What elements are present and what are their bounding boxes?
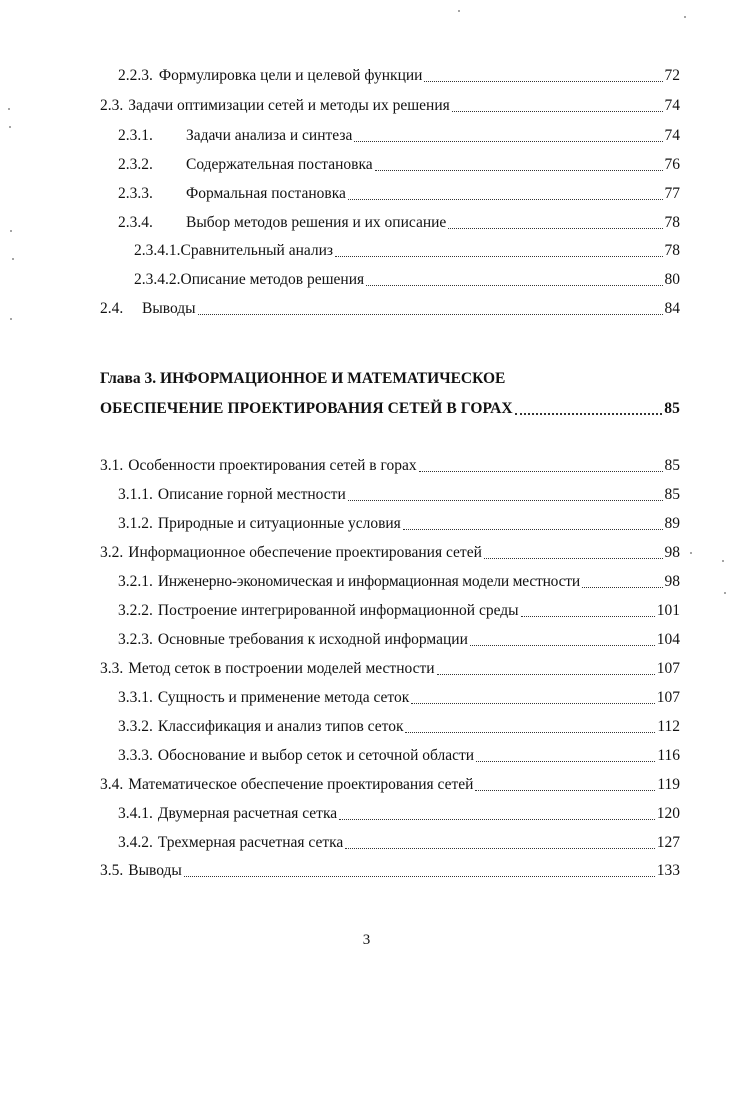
toc-entry bbox=[118, 570, 680, 594]
toc-entry-page: 107 bbox=[656, 689, 680, 706]
toc-entry-page: 98 bbox=[664, 573, 680, 590]
toc-entry-title: Формулировка цели и целевой функции bbox=[158, 67, 423, 84]
toc-entry-page: 74 bbox=[664, 97, 680, 114]
toc-entry-number: 3.3.3. bbox=[118, 747, 153, 764]
toc-entry-title: Выбор методов решения и их описание bbox=[186, 214, 447, 231]
toc-entry-number: 3.3. bbox=[100, 660, 124, 677]
toc-entry-page: 101 bbox=[656, 602, 680, 619]
scan-speck bbox=[684, 16, 686, 18]
toc-entry-title: Информационное обеспечение проектирования сетей bbox=[128, 544, 482, 561]
toc-entry-title: Основные требования к исходной информации bbox=[157, 631, 468, 648]
dot-leader bbox=[184, 876, 655, 877]
toc-entry-number: 3.4. bbox=[100, 776, 124, 793]
dot-leader bbox=[424, 81, 662, 82]
toc-entry bbox=[118, 124, 680, 148]
toc-entry-title: Классификация и анализ типов сеток bbox=[157, 718, 404, 735]
toc-entry-page: 104 bbox=[656, 631, 680, 648]
dot-leader bbox=[484, 558, 663, 559]
toc-entry-title: Трехмерная расчетная сетка bbox=[157, 834, 344, 851]
toc-entry-number: 2.3.2. bbox=[118, 156, 153, 173]
toc-entry-title: Обоснование и выбор сеток и сеточной области bbox=[157, 747, 475, 764]
dot-leader bbox=[354, 141, 662, 142]
dot-leader bbox=[470, 645, 655, 646]
toc-entry bbox=[134, 239, 680, 263]
dot-leader bbox=[366, 285, 662, 286]
toc-entry-title: Задачи анализа и синтеза bbox=[186, 127, 353, 144]
toc-entry-title: Содержательная постановка bbox=[186, 156, 373, 173]
dot-leader bbox=[452, 111, 663, 112]
dot-leader bbox=[521, 616, 655, 617]
dot-leader bbox=[582, 587, 663, 588]
toc-entry-number: 3.2.1. bbox=[118, 573, 153, 590]
toc-entry-number: 2.3.3. bbox=[118, 185, 153, 202]
toc-entry-page: 116 bbox=[657, 747, 680, 764]
toc-entry-page: 112 bbox=[657, 718, 680, 735]
dot-leader bbox=[335, 256, 662, 257]
toc-entry-page: 72 bbox=[664, 67, 680, 84]
dot-leader bbox=[476, 761, 655, 762]
toc-entry-page: 120 bbox=[656, 805, 680, 822]
toc-entry-title: Формальная постановка bbox=[186, 185, 346, 202]
toc-entry-title: Метод сеток в построении моделей местности bbox=[128, 660, 435, 677]
toc-entry-page: 84 bbox=[664, 300, 680, 317]
scan-speck bbox=[690, 552, 692, 554]
toc-entry bbox=[118, 715, 680, 739]
toc-entry-number: 3.4.1. bbox=[118, 805, 153, 822]
chapter-heading-line1: Глава 3. ИНФОРМАЦИОННОЕ И МАТЕМАТИЧЕСКОЕ bbox=[100, 370, 506, 387]
toc-entry-title: Описание методов решения bbox=[180, 271, 365, 288]
toc-entry-page: 85 bbox=[664, 486, 680, 503]
dot-leader bbox=[345, 848, 654, 849]
toc-entry-title: Построение интегрированной информационной среды bbox=[157, 602, 519, 619]
toc-entry bbox=[100, 859, 680, 883]
dot-leader bbox=[375, 170, 663, 171]
dot-leader bbox=[403, 529, 663, 530]
toc-entry-page: 133 bbox=[656, 862, 680, 879]
chapter-heading-title: ОБЕСПЕЧЕНИЕ ПРОЕКТИРОВАНИЯ СЕТЕЙ В ГОРАХ bbox=[100, 400, 513, 417]
toc-entry-number: 3.1.1. bbox=[118, 486, 153, 503]
scan-speck bbox=[10, 230, 12, 232]
toc-entry bbox=[100, 773, 680, 797]
toc-entry-number: 3.5. bbox=[100, 862, 124, 879]
toc-entry-page: 76 bbox=[664, 156, 680, 173]
toc-entry-number: 3.1.2. bbox=[118, 515, 153, 532]
dot-leader bbox=[405, 732, 655, 733]
toc-entry bbox=[118, 211, 680, 235]
toc-entry-number: 2.3.4.1. bbox=[134, 242, 181, 259]
toc-entry-number: 3.4.2. bbox=[118, 834, 153, 851]
toc-entry bbox=[118, 628, 680, 652]
toc-entry bbox=[118, 153, 680, 177]
toc-entry bbox=[118, 744, 680, 768]
toc-entry-page: 78 bbox=[664, 242, 680, 259]
chapter-heading-page: 85 bbox=[664, 400, 680, 417]
toc-entry-title: Сущность и применение метода сеток bbox=[157, 689, 410, 706]
dot-leader bbox=[419, 471, 663, 472]
toc-entry-number: 2.2.3. bbox=[118, 67, 153, 84]
dot-leader bbox=[448, 228, 662, 229]
toc-entry bbox=[118, 64, 680, 88]
toc-entry-page: 127 bbox=[656, 834, 680, 851]
toc-entry-title: Задачи оптимизации сетей и методы их решения bbox=[128, 97, 450, 114]
toc-entry-page: 80 bbox=[664, 271, 680, 288]
dot-leader bbox=[475, 790, 655, 791]
toc-entry-page: 107 bbox=[656, 660, 680, 677]
toc-entry bbox=[118, 831, 680, 855]
dot-leader bbox=[437, 674, 655, 675]
dot-leader bbox=[348, 500, 663, 501]
toc-entry-number: 2.3.1. bbox=[118, 127, 153, 144]
toc-entry-page: 78 bbox=[664, 214, 680, 231]
toc-entry-number: 3.2.2. bbox=[118, 602, 153, 619]
toc-entry-number: 3.3.1. bbox=[118, 689, 153, 706]
page-number: 3 bbox=[362, 932, 371, 948]
toc-entry bbox=[100, 297, 680, 321]
toc-entry-page: 119 bbox=[657, 776, 680, 793]
dot-leader bbox=[348, 199, 663, 200]
dot-leader bbox=[198, 314, 663, 315]
scan-speck bbox=[10, 318, 12, 320]
toc-entry-number: 3.3.2. bbox=[118, 718, 153, 735]
toc-entry-title: Выводы bbox=[128, 862, 182, 879]
toc-entry bbox=[100, 657, 680, 681]
scan-speck bbox=[458, 10, 460, 12]
toc-entry bbox=[118, 599, 680, 623]
toc-entry bbox=[118, 512, 680, 536]
toc-entry bbox=[100, 541, 680, 565]
toc-entry-page: 98 bbox=[664, 544, 680, 561]
toc-entry-title: Математическое обеспечение проектирования сетей bbox=[128, 776, 474, 793]
chapter-heading-line2 bbox=[100, 396, 680, 422]
toc-entry bbox=[100, 94, 680, 118]
toc-entry-number: 3.1. bbox=[100, 457, 124, 474]
toc-entry bbox=[118, 802, 680, 826]
toc-entry bbox=[118, 483, 680, 507]
scan-speck bbox=[9, 126, 11, 128]
toc-entry-title: Инженерно-экономическая и информационная модели местности bbox=[157, 573, 580, 590]
toc-entry-title: Природные и ситуационные условия bbox=[157, 515, 401, 532]
dot-leader bbox=[411, 703, 654, 704]
toc-entry-title: Выводы bbox=[142, 300, 196, 317]
toc-entry-number: 2.3. bbox=[100, 97, 124, 114]
toc-entry-title: Описание горной местности bbox=[157, 486, 346, 503]
scan-speck bbox=[724, 592, 726, 594]
toc-entry-page: 89 bbox=[664, 515, 680, 532]
scan-speck bbox=[12, 258, 14, 260]
toc-entry-number: 2.3.4.2. bbox=[134, 271, 181, 288]
toc-entry bbox=[118, 686, 680, 710]
toc-entry-title: Сравнительный анализ bbox=[180, 242, 334, 259]
toc-entry-title: Особенности проектирования сетей в горах bbox=[128, 457, 417, 474]
scan-speck bbox=[8, 108, 10, 110]
toc-entry bbox=[118, 182, 680, 206]
toc-entry-page: 74 bbox=[664, 127, 680, 144]
toc-entry-number: 2.3.4. bbox=[118, 214, 153, 231]
toc-entry-title: Двумерная расчетная сетка bbox=[157, 805, 338, 822]
toc-entry-page: 85 bbox=[664, 457, 680, 474]
toc-entry-number: 2.4. bbox=[100, 300, 124, 317]
scan-speck bbox=[722, 560, 724, 562]
dot-leader bbox=[339, 819, 655, 820]
toc-entry bbox=[134, 268, 680, 292]
toc-entry-number: 3.2. bbox=[100, 544, 124, 561]
dot-leader bbox=[515, 413, 663, 415]
toc-entry-page: 77 bbox=[664, 185, 680, 202]
toc-entry-number: 3.2.3. bbox=[118, 631, 153, 648]
toc-entry bbox=[100, 454, 680, 478]
